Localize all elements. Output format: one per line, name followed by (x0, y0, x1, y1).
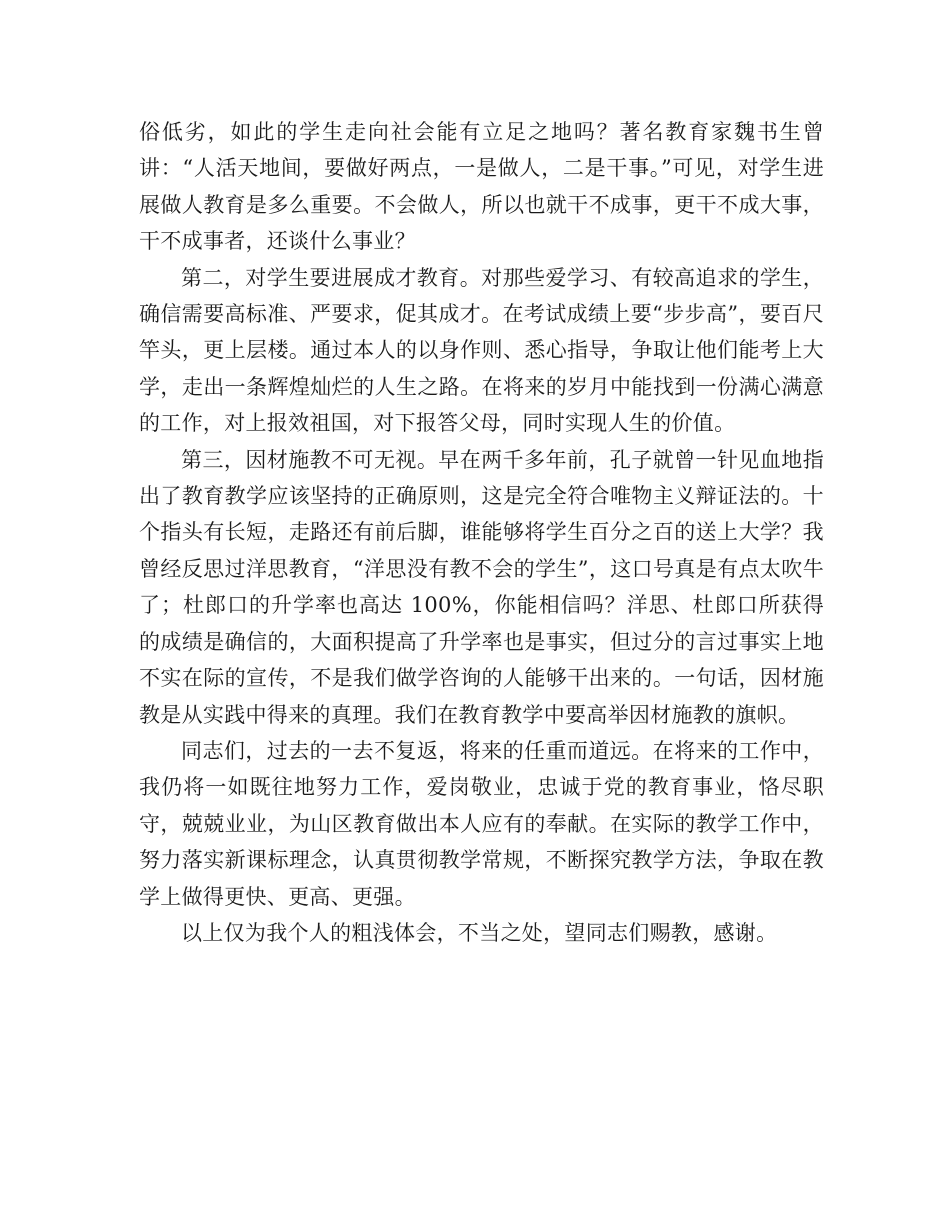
paragraph-continuation: 俗低劣，如此的学生走向社会能有立足之地吗？著名教育家魏书生曾讲：“人活天地间，要做好两点，一是做人，二是干事。”可见，对学生进展做人教育是多么重要。不会做人，所以也就干不成事，更干不成大事，干不成事者，还谈什么事业？ (139, 120, 824, 254)
paragraph-thanks: 以上仅为我个人的粗浅体会，不当之处，望同志们赐教，感谢。 (181, 920, 778, 945)
paragraph-closing-commitment: 同志们，过去的一去不复返，将来的任重而道远。在将来的工作中，我仍将一如既往地努力工作，爱岗敬业，忠诚于党的教育事业，恪尽职守，兢兢业业，为山区教育做出本人应有的奉献。在实际的教学工作中，努力落实新课标理念，认真贯彻教学常规，不断探究教学方法，争取在教学上做得更快、更高、更强。 (139, 738, 824, 909)
paragraph-second-point: 第二，对学生要进展成才教育。对那些爱学习、有较高追求的学生，确信需要高标准、严要求，促其成才。在考试成绩上要“步步高”，要百尺竿头，更上层楼。通过本人的以身作则、悉心指导，争取让他们能考上大学，走出一条辉煌灿烂的人生之路。在将来的岁月中能找到一份满心满意的工作，对上报效祖国，对下报答父母，同时实现人生的价值。 (139, 265, 824, 436)
document-page (139, 114, 824, 951)
paragraph-third-point: 第三，因材施教不可无视。早在两千多年前，孔子就曾一针见血地指出了教育教学应该坚持的正确原则，这是完全符合唯物主义辩证法的。十个指头有长短，走路还有前后脚，谁能够将学生百分之百的送上大学？我曾经反思过洋思教育，“洋思没有教不会的学生”，这口号真是有点太吹牛了；杜郎口的升学率也高达 100%，你能相信吗？洋思、杜郎口所获得的成绩是确信的，大面积提高了升学率也是事实，但过分的言过事实上地不实在际的宣传，不是我们做学咨询的人能够干出来的。一句话，因材施教是从实践中得来的真理。我们在教育教学中要高举因材施教的旗帜。 (139, 447, 824, 727)
